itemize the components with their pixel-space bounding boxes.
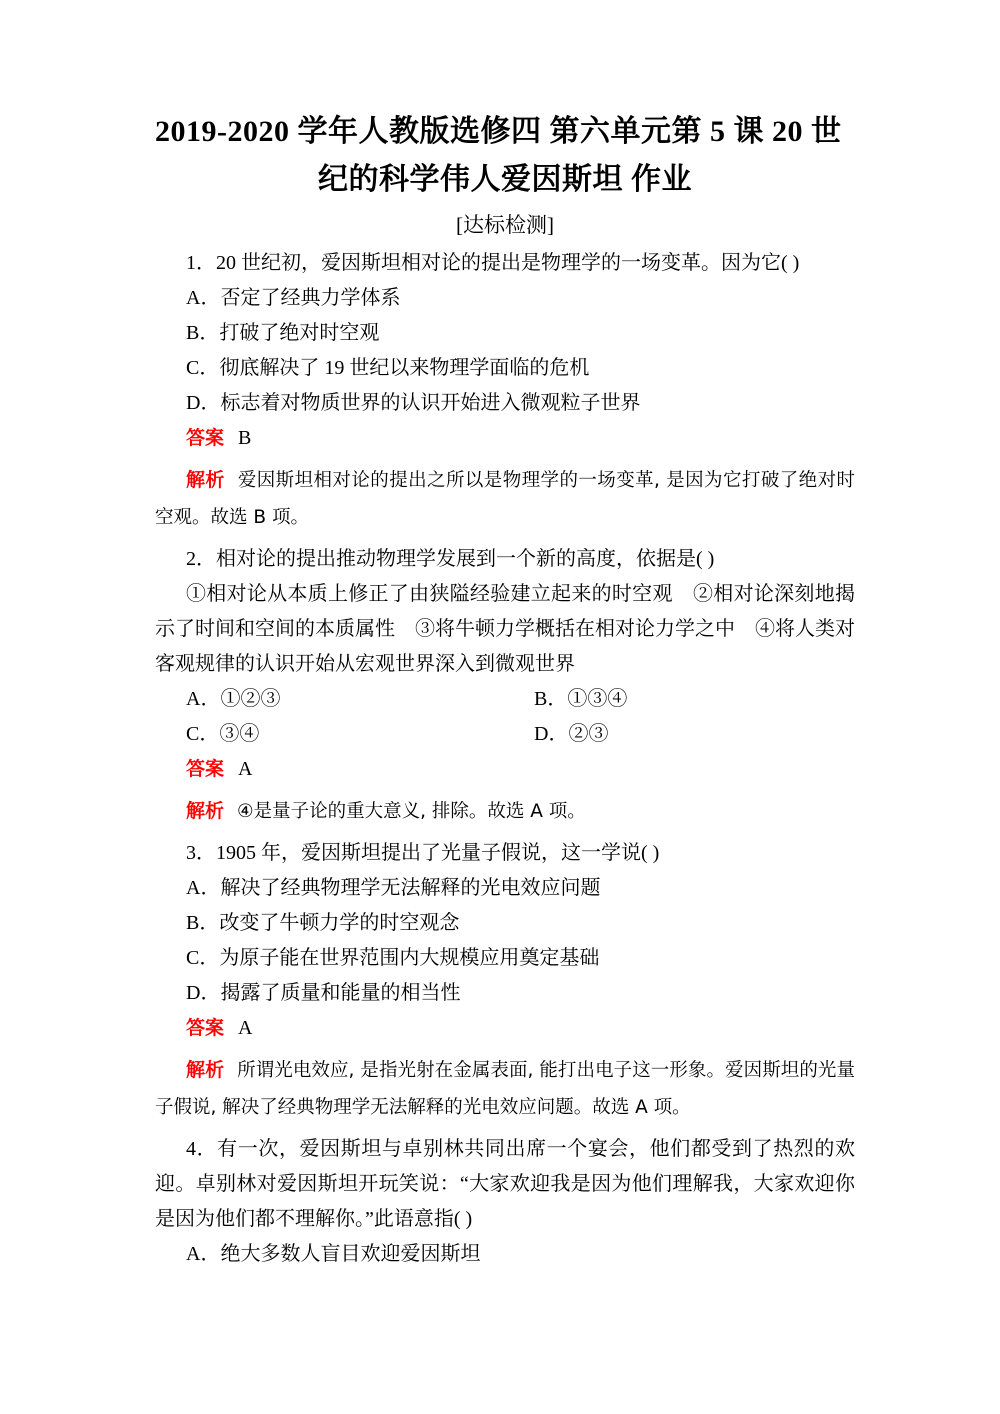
page-title-line-2: 纪的科学伟人爱因斯坦 作业 <box>318 163 692 196</box>
question-substem: ①相对论从本质上修正了由狭隘经验建立起来的时空观 ②相对论深刻地揭示了时间和空间的本质属性 ③将牛顿力学概括在相对论力学之中 ④将人类对客观规律的认识开始从宏观世界深入到微观世界 <box>155 583 855 675</box>
question-option[interactable]: B．①③④ <box>534 688 628 710</box>
question-stem: 3．1905 年，爱因斯坦提出了光量子假说，这一学说( ) <box>186 842 660 864</box>
analysis-label: 解析 <box>186 469 225 491</box>
answer-label: 答案 <box>186 427 225 449</box>
answer-label: 答案 <box>186 758 225 780</box>
page-title-line-1: 2019-2020 学年人教版选修四 第六单元第 5 课 20 世 <box>155 115 842 148</box>
question-stem: 1．20 世纪初，爱因斯坦相对论的提出是物理学的一场变革。因为它( ) <box>186 252 800 274</box>
question-option[interactable]: A．否定了经典力学体系 <box>186 287 401 309</box>
question-option[interactable]: D．揭露了质量和能量的相当性 <box>186 982 461 1004</box>
page-title <box>155 108 855 204</box>
question-option[interactable]: A．①②③ <box>186 688 281 710</box>
question-option[interactable]: C．为原子能在世界范围内大规模应用奠定基础 <box>186 947 600 969</box>
question-option[interactable]: A．解决了经典物理学无法解释的光电效应问题 <box>186 877 601 899</box>
question-option[interactable]: B．改变了牛顿力学的时空观念 <box>186 912 460 934</box>
answer-line <box>155 752 855 787</box>
question-stem: 4．有一次，爱因斯坦与卓别林共同出席一个宴会，他们都受到了热烈的欢迎。卓别林对爱因斯坦开玩笑说：“大家欢迎我是因为他们理解我，大家欢迎你是因为他们都不理解你。”此语意指( ) <box>155 1138 855 1230</box>
question-option[interactable]: D．标志着对物质世界的认识开始进入微观粒子世界 <box>186 392 641 414</box>
answer-value: A <box>238 758 253 780</box>
document-content <box>155 108 855 1272</box>
question-option[interactable]: D．②③ <box>534 723 609 745</box>
question-option[interactable]: C．彻底解决了 19 世纪以来物理学面临的危机 <box>186 357 590 379</box>
section-subtitle: [达标检测] <box>456 213 554 237</box>
question-option-row <box>155 682 855 717</box>
analysis-label: 解析 <box>186 800 225 822</box>
question-option[interactable]: B．打破了绝对时空观 <box>186 322 380 344</box>
question-option[interactable]: C．③④ <box>186 723 260 745</box>
answer-value: B <box>238 427 252 449</box>
question-option[interactable]: A．绝大多数人盲目欢迎爱因斯坦 <box>186 1243 481 1265</box>
analysis-text: 爱因斯坦相对论的提出之所以是物理学的一场变革, 是因为它打破了绝对时空观。故选 B 项。 <box>155 470 855 528</box>
analysis-text: 所谓光电效应, 是指光射在金属表面, 能打出电子这一形象。爱因斯坦的光量子假说, 解决了经典物理学无法解释的光电效应问题。故选 A 项。 <box>155 1060 855 1118</box>
analysis-line <box>155 793 855 830</box>
analysis-text: ④是量子论的重大意义, 排除。故选 A 项。 <box>237 801 586 822</box>
question-stem: 2．相对论的提出推动物理学发展到一个新的高度，依据是( ) <box>186 548 715 570</box>
question-option-row <box>155 717 855 752</box>
analysis-line <box>155 1052 855 1126</box>
answer-line <box>155 421 855 456</box>
answer-label: 答案 <box>186 1017 225 1039</box>
analysis-line <box>155 462 855 536</box>
answer-value: A <box>238 1017 253 1039</box>
answer-line <box>155 1011 855 1046</box>
analysis-label: 解析 <box>186 1059 225 1081</box>
